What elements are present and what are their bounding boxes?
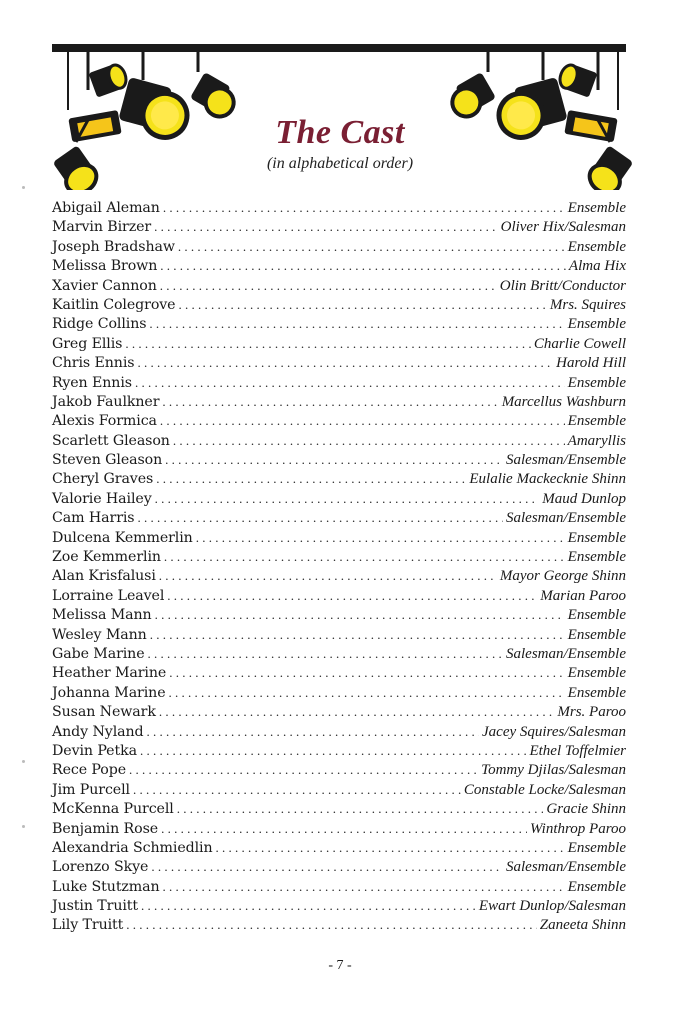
cast-row [52,217,626,236]
cast-row [52,663,626,682]
role-name: Ensemble [567,374,626,391]
paper-speck [22,825,25,828]
actor-name: Dulcena Kemmerlin [52,529,193,546]
dot-leader [169,683,565,702]
dot-leader [151,857,503,876]
dot-leader [141,896,476,915]
paper-speck [22,760,25,763]
role-name: Alma Hix [568,258,626,275]
page-number: - 7 - [328,958,352,973]
dot-leader [163,198,565,217]
role-name: Zaneeta Shinn [539,917,626,934]
role-name: Marian Paroo [540,587,626,604]
dot-leader [162,392,498,411]
cast-header [40,36,640,186]
role-name: Ensemble [567,665,626,682]
cast-row [52,508,626,527]
dot-leader [155,489,540,508]
cast-row [52,450,626,469]
role-name: Mayor George Shinn [499,568,626,585]
role-name: Salesman/Ensemble [506,452,626,469]
role-name: Mrs. Paroo [557,704,626,721]
role-name: Amaryllis [567,432,626,449]
actor-name: Andy Nyland [52,723,144,740]
dot-leader [140,741,527,760]
actor-name: Abigail Aleman [52,200,160,216]
dot-leader [150,625,565,644]
cast-row [52,256,626,275]
cast-row [52,431,626,450]
cast-row [52,644,626,663]
dot-leader [163,877,565,896]
role-name: Ensemble [567,839,626,856]
actor-name: Xavier Cannon [52,277,157,294]
actor-name: Joseph Bradshaw [52,238,175,255]
cast-row [52,819,626,838]
actor-name: McKenna Purcell [52,801,174,818]
dot-leader [161,819,527,838]
dot-leader [159,702,555,721]
role-name: Jacey Squires/Salesman [482,723,626,740]
cast-row [52,896,626,915]
dot-leader [164,547,565,566]
page-subtitle: (in alphabetical order) [266,155,414,172]
role-name: Eulalie Mackecknie Shinn [469,471,626,488]
cast-row [52,334,626,353]
role-name: Oliver Hix/Salesman [500,219,626,236]
role-name: Ensemble [567,549,626,566]
role-name: Ewart Dunlop/Salesman [478,898,626,915]
role-name: Ensemble [567,626,626,643]
actor-name: Chris Ennis [52,355,135,372]
role-name: Olin Britt/Conductor [499,277,626,294]
cast-row [52,276,626,295]
dot-leader [154,217,498,236]
role-name: Ethel Toffelmier [529,742,626,759]
role-name: Salesman/Ensemble [506,645,626,662]
dot-leader [216,838,565,857]
actor-name: Valorie Hailey [52,490,152,507]
actor-name: Jakob Faulkner [52,393,160,410]
cast-row [52,625,626,644]
cast-row [52,373,626,392]
actor-name: Benjamin Rose [52,820,159,837]
actor-name: Susan Newark [52,704,156,721]
role-name: Maud Dunlop [542,490,626,507]
role-name: Tommy Djilas/Salesman [481,762,626,779]
cast-row [52,353,626,372]
cast-row [52,605,626,624]
actor-name: Lily Truitt [52,917,124,934]
actor-name: Lorenzo Skye [52,859,149,876]
actor-name: Devin Petka [52,742,137,759]
dot-leader [156,469,466,488]
cast-row [52,760,626,779]
cast-row [52,780,626,799]
actor-name: Heather Marine [52,665,167,682]
dot-leader [196,528,565,547]
actor-name: Justin Truitt [52,898,139,915]
actor-name: Zoe Kemmerlin [52,549,161,566]
cast-row [52,489,626,508]
dot-leader [149,314,564,333]
dot-leader [160,411,565,430]
dot-leader [160,256,566,275]
role-name: Ensemble [567,607,626,624]
dot-leader [135,373,565,392]
cast-row [52,528,626,547]
role-name: Harold Hill [556,355,626,372]
cast-row [52,722,626,741]
cast-row [52,857,626,876]
actor-name: Gabe Marine [52,645,145,662]
actor-name: Scarlett Gleason [52,432,170,449]
role-name: Ensemble [567,200,626,216]
dot-leader [167,586,537,605]
actor-name: Ridge Collins [52,316,147,333]
actor-name: Luke Stutzman [52,878,160,895]
dot-leader [165,450,503,469]
role-name: Charlie Cowell [533,335,626,352]
actor-name: Cheryl Graves [52,471,154,488]
role-name: Ensemble [567,529,626,546]
actor-name: Melissa Mann [52,607,152,624]
actor-name: Kaitlin Colegrove [52,296,176,313]
cast-row [52,237,626,256]
actor-name: Wesley Mann [52,626,147,643]
dot-leader [147,722,479,741]
dot-leader [138,508,504,527]
role-name: Salesman/Ensemble [506,859,626,876]
actor-name: Steven Gleason [52,452,163,469]
actor-name: Ryen Ennis [52,374,132,391]
dot-leader [173,431,565,450]
dot-leader [155,605,565,624]
paper-speck [22,186,25,189]
dot-leader [178,237,565,256]
dot-leader [137,353,553,372]
cast-row [52,314,626,333]
cast-list [52,198,626,935]
dot-leader [160,276,497,295]
dot-leader [126,915,537,934]
cast-row [52,799,626,818]
cast-row [52,411,626,430]
cast-row [52,547,626,566]
cast-row [52,683,626,702]
actor-name: Melissa Brown [52,258,158,275]
dot-leader [148,644,503,663]
cast-row [52,198,626,217]
actor-name: Alexis Formica [52,413,157,430]
actor-name: Johanna Marine [52,684,166,701]
cast-row [52,702,626,721]
actor-name: Jim Purcell [52,781,130,798]
cast-row [52,915,626,934]
cast-row [52,469,626,488]
cast-row [52,586,626,605]
actor-name: Rece Pope [52,762,127,779]
role-name: Constable Locke/Salesman [463,781,626,798]
dot-leader [177,799,544,818]
role-name: Mrs. Squires [549,296,626,313]
role-name: Gracie Shinn [546,801,626,818]
role-name: Salesman/Ensemble [506,510,626,527]
actor-name: Alexandria Schmiedlin [52,839,213,856]
actor-name: Cam Harris [52,510,135,527]
role-name: Ensemble [567,316,626,333]
cast-row [52,877,626,896]
dot-leader [125,334,531,353]
role-name: Ensemble [567,684,626,701]
actor-name: Lorraine Leavel [52,587,165,604]
dot-leader [178,295,546,314]
actor-name: Greg Ellis [52,335,123,352]
role-name: Ensemble [567,238,626,255]
actor-name: Alan Krisfalusi [52,568,156,585]
cast-row [52,741,626,760]
dot-leader [129,760,478,779]
role-name: Ensemble [567,413,626,430]
cast-row [52,838,626,857]
dot-leader [159,566,497,585]
actor-name: Marvin Birzer [52,219,152,236]
role-name: Ensemble [567,878,626,895]
cast-row [52,392,626,411]
cast-row [52,566,626,585]
role-name: Marcellus Washburn [501,393,626,410]
cast-row [52,295,626,314]
dot-leader [169,663,564,682]
role-name: Winthrop Paroo [530,820,626,837]
dot-leader [133,780,461,799]
page-title: The Cast [275,114,405,151]
